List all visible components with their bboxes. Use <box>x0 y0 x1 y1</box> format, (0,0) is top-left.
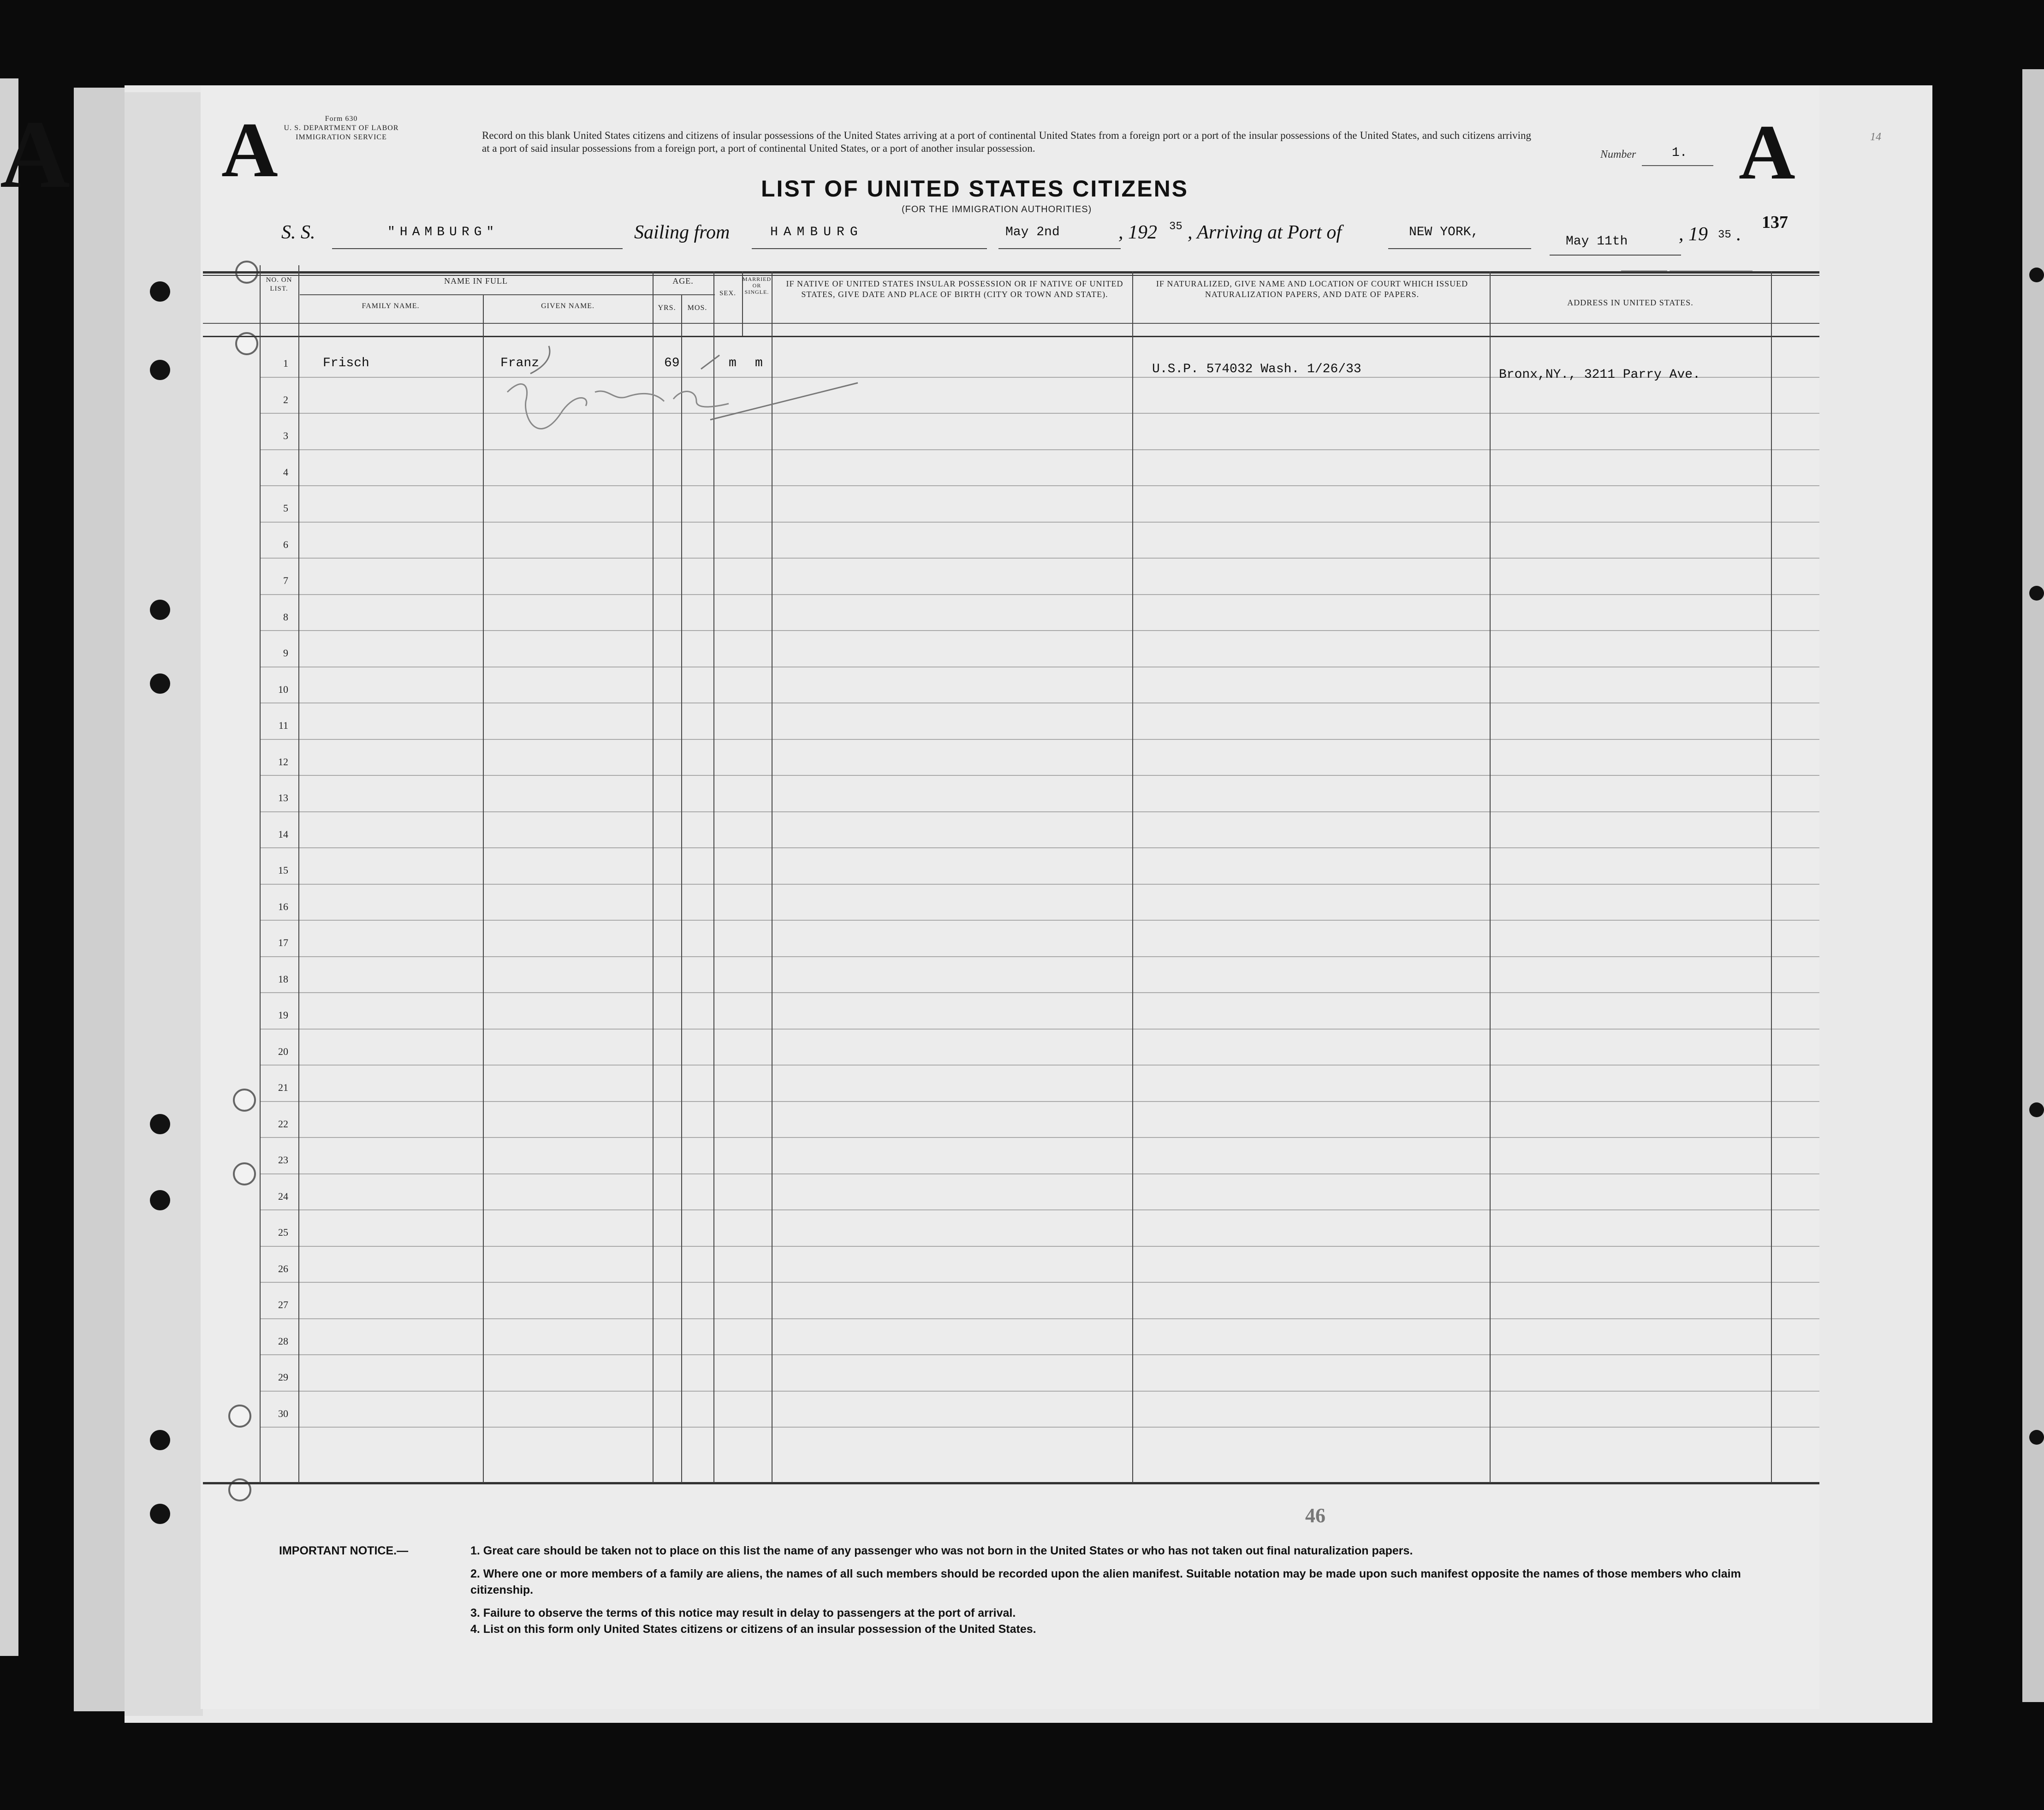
row-rule <box>260 1354 1819 1355</box>
ship-name: "HAMBURG" <box>387 225 499 239</box>
col-header-marital: MARRIED OR SINGLE. <box>742 276 772 295</box>
row-rule <box>260 1101 1819 1102</box>
binder-hole <box>2029 586 2044 601</box>
notice-item: 1. Great care should be taken not to place on this list the name of any passenger who was not born in the United States or who has not taken out final naturalization papers. <box>470 1544 1413 1557</box>
page-subtitle: (FOR THE IMMIGRATION AUTHORITIES) <box>902 204 1092 214</box>
row-number: 12 <box>278 756 288 768</box>
number-label: Number <box>1600 149 1636 161</box>
department-name: U. S. DEPARTMENT OF LABOR <box>284 124 399 132</box>
row-number: 23 <box>278 1154 288 1166</box>
row-rule <box>260 594 1819 595</box>
col-header-name: NAME IN FULL <box>444 276 508 286</box>
row-number: 15 <box>278 864 288 876</box>
row-number: 1 <box>283 357 288 369</box>
row-rule <box>260 1209 1819 1210</box>
row-rule <box>260 847 1819 848</box>
departure-underline <box>752 248 987 249</box>
col-header-naturalization: IF NATURALIZED, GIVE NAME AND LOCATION OF COURT WHICH ISSUED NATURALIZATION PAPERS, AND DATE OF PAPERS. <box>1156 279 1468 299</box>
ship-underline <box>332 248 623 249</box>
header-divider <box>203 323 1819 324</box>
adjacent-page-left <box>0 78 18 1656</box>
row-number: 10 <box>278 683 288 695</box>
column-divider <box>483 295 484 1483</box>
column-divider <box>681 295 682 1483</box>
binder-hole <box>150 1430 170 1450</box>
ss-label: S. S. <box>281 222 315 243</box>
row-rule <box>260 739 1819 740</box>
arriving-label: , Arriving at Port of <box>1188 222 1342 243</box>
arrival-port: NEW YORK, <box>1409 225 1479 239</box>
row-rule <box>260 630 1819 631</box>
binding-strip <box>125 92 203 1716</box>
binder-hole <box>150 1114 170 1134</box>
arrival-port-underline <box>1388 248 1531 249</box>
col-header-number: NO. ON LIST. <box>266 276 292 292</box>
passenger-given-name: Franz <box>500 356 540 370</box>
form-number: Form 630 <box>325 115 358 123</box>
table-bottom-rule <box>203 1482 1819 1484</box>
pencil-mark: 14 <box>1870 131 1881 143</box>
binder-hole <box>2029 1102 2044 1117</box>
row-number: 16 <box>278 900 288 912</box>
sailing-from-label: Sailing from <box>634 222 730 243</box>
binder-hole <box>150 1190 170 1210</box>
passenger-marital-status: m <box>755 356 763 370</box>
row-rule <box>260 1137 1819 1138</box>
binder-hole <box>150 360 170 380</box>
number-underline <box>1642 165 1713 166</box>
col-header-family-name: FAMILY NAME. <box>362 302 420 310</box>
row-number: 19 <box>278 1009 288 1021</box>
row-rule <box>260 1318 1819 1319</box>
adjacent-page-right <box>2022 69 2044 1702</box>
row-number: 13 <box>278 792 288 804</box>
row-number: 20 <box>278 1045 288 1057</box>
passenger-sex: m <box>729 356 737 370</box>
col-header-age: AGE. <box>672 276 694 286</box>
notice-item: 2. Where one or more members of a family are aliens, the names of all such members should be recorded upon the alien manifest. Suitable notation may be made upon such manifest opposite the names of those members who claim citizenship. <box>470 1567 1741 1596</box>
row-rule <box>260 992 1819 993</box>
form-series-letter: A <box>221 107 278 193</box>
arrival-year-period: . <box>1736 224 1741 245</box>
binder-hole <box>2029 268 2044 282</box>
row-rule <box>260 775 1819 776</box>
col-header-months: MOS. <box>687 304 707 312</box>
row-rule <box>260 956 1819 957</box>
row-rule <box>260 485 1819 486</box>
arrival-year-suffix: 35 <box>1718 229 1731 241</box>
row-rule <box>260 1246 1819 1247</box>
col-header-given-name: GIVEN NAME. <box>541 302 594 310</box>
adjacent-page-letter: A <box>0 101 70 208</box>
service-name: IMMIGRATION SERVICE <box>296 133 387 141</box>
col-header-native-birth: IF NATIVE OF UNITED STATES INSULAR POSSESSION OR IF NATIVE OF UNITED STATES, GIVE DATE AND PLACE OF BIRTH (CITY OR TOWN AND STATE). <box>786 279 1123 299</box>
row-rule <box>260 1065 1819 1066</box>
row-number: 30 <box>278 1407 288 1419</box>
print-mark <box>1621 270 1667 271</box>
row-number: 29 <box>278 1371 288 1383</box>
passenger-naturalization: U.S.P. 574032 Wash. 1/26/33 <box>1152 362 1361 376</box>
notice-item: 3. Failure to observe the terms of this notice may result in delay to passengers at the port of arrival. <box>470 1607 1016 1619</box>
binder-hole <box>150 600 170 620</box>
adjacent-page-edge <box>74 88 127 1711</box>
row-number: 11 <box>278 720 288 731</box>
notice-heading: IMPORTANT NOTICE.— <box>279 1544 409 1557</box>
col-header-sex: SEX. <box>719 290 737 297</box>
number-value: 1. <box>1672 146 1687 160</box>
row-number: 24 <box>278 1190 288 1202</box>
row-number: 18 <box>278 973 288 985</box>
row-number: 21 <box>278 1082 288 1093</box>
form-series-letter-right: A <box>1739 109 1795 196</box>
row-number: 28 <box>278 1335 288 1347</box>
binder-hole <box>150 1504 170 1524</box>
passenger-family-name: Frisch <box>323 356 369 370</box>
header-bottom-rule <box>203 336 1819 337</box>
row-rule <box>260 1427 1819 1428</box>
row-rule <box>260 1029 1819 1030</box>
stamped-number: 46 <box>1305 1504 1325 1527</box>
row-rule <box>260 1282 1819 1283</box>
page-number: 137 <box>1762 213 1788 232</box>
sail-year-prefix: , 192 <box>1118 222 1157 243</box>
row-number: 26 <box>278 1262 288 1274</box>
form-instructions: Record on this blank United States citizens and citizens of insular possessions of the United States arriving at a port of continental United States from a foreign port or a port of the insular possessions of the United States, and such citizens arriving at a port of said insular possessions from a foreign port, a port of continental United States, or a port of another insular possession. <box>482 130 1531 154</box>
row-rule <box>260 558 1819 559</box>
print-mark <box>1670 270 1753 271</box>
row-number: 5 <box>283 502 288 514</box>
page-title: LIST OF UNITED STATES CITIZENS <box>761 176 1189 202</box>
row-number: 17 <box>278 937 288 948</box>
passenger-address: Bronx,NY., 3211 Parry Ave. <box>1499 368 1700 382</box>
row-number: 14 <box>278 828 288 840</box>
reinforcement-ring <box>228 1405 251 1428</box>
arrival-year-prefix: , 19 <box>1679 224 1708 245</box>
arrival-date-underline <box>1550 255 1681 256</box>
pencil-annotations <box>480 341 885 461</box>
column-divider <box>298 265 299 1483</box>
col-header-address: ADDRESS IN UNITED STATES. <box>1567 298 1693 307</box>
binder-hole <box>150 673 170 694</box>
row-number: 7 <box>283 575 288 586</box>
age-subheader-rule <box>655 294 715 295</box>
row-number: 4 <box>283 466 288 478</box>
row-number: 2 <box>283 393 288 405</box>
row-rule <box>260 1391 1819 1392</box>
column-divider <box>1490 271 1491 1483</box>
row-rule <box>260 920 1819 921</box>
passenger-age-years: 69 <box>664 356 680 370</box>
row-rule <box>260 522 1819 523</box>
table-top-rule <box>203 271 1819 274</box>
row-number: 27 <box>278 1299 288 1310</box>
row-number: 3 <box>283 430 288 441</box>
departure-port: HAMBURG <box>770 225 863 239</box>
arrival-date: May 11th <box>1566 234 1628 249</box>
row-number: 8 <box>283 611 288 623</box>
binder-hole <box>2029 1430 2044 1445</box>
manifest-form <box>201 85 1819 1709</box>
row-number: 25 <box>278 1227 288 1238</box>
row-number: 6 <box>283 538 288 550</box>
notice-item: 4. List on this form only United States citizens or citizens of an insular possession of the United States. <box>470 1623 1036 1636</box>
column-divider <box>1771 271 1772 1483</box>
row-number: 9 <box>283 647 288 659</box>
row-rule <box>260 811 1819 812</box>
row-number: 22 <box>278 1118 288 1130</box>
sail-date: May 2nd <box>1005 225 1060 239</box>
col-header-years: YRS. <box>658 304 676 312</box>
column-divider <box>1132 271 1133 1483</box>
binder-hole <box>150 281 170 302</box>
sail-year-suffix: 35 <box>1169 220 1182 233</box>
row-rule <box>260 1173 1819 1174</box>
sail-date-underline <box>998 248 1121 249</box>
name-subheader-rule <box>300 294 692 295</box>
row-rule <box>260 884 1819 885</box>
reinforcement-ring <box>233 1162 256 1185</box>
reinforcement-ring <box>233 1089 256 1112</box>
